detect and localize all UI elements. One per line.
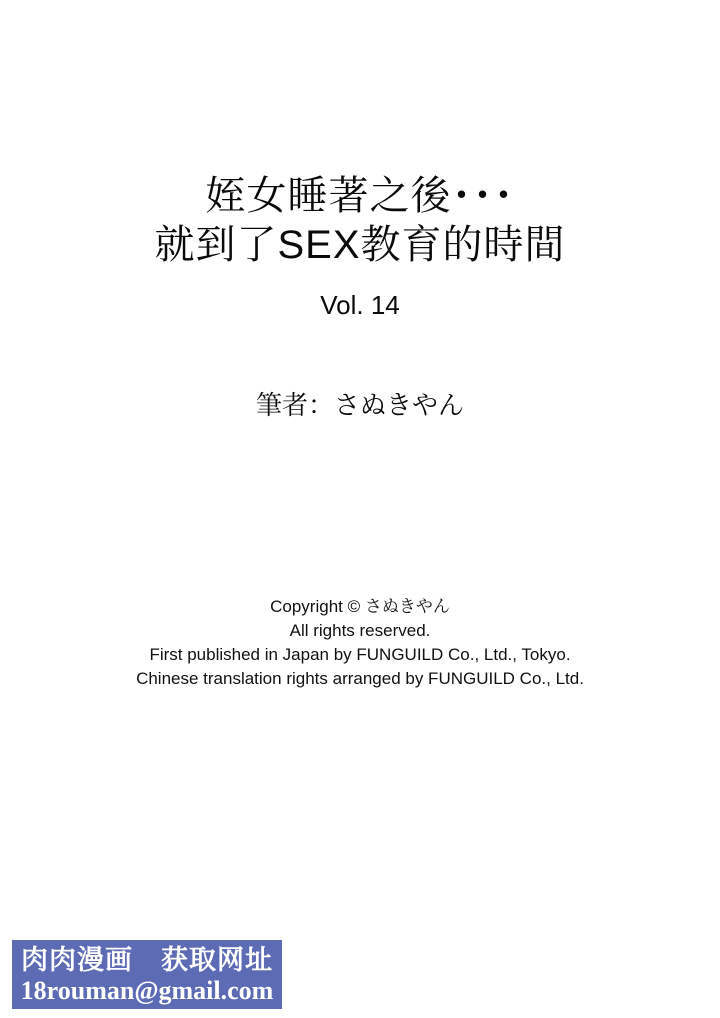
volume-label: Vol. 14 <box>320 290 400 320</box>
book-title-line-2: 就到了SEX教育的時間 <box>154 223 566 267</box>
book-title-line-1: 姪女睡著之後･･･ <box>205 174 515 218</box>
copyright-block <box>0 595 720 691</box>
copyright-line-rights: All rights reserved. <box>289 621 431 640</box>
copyright-line-publisher: First published in Japan by FUNGUILD Co., Ltd., Tokyo. <box>149 645 571 664</box>
watermark-badge <box>12 940 282 1009</box>
copyright-line-holder: Copyright © さぬきやん <box>270 597 450 616</box>
watermark-site-name: 肉肉漫画 获取网址 <box>21 944 273 975</box>
author-line: 筆者：さぬきやん <box>255 390 464 420</box>
copyright-line-translation: Chinese translation rights arranged by FUNGUILD Co., Ltd. <box>136 669 584 688</box>
book-title <box>0 172 720 270</box>
watermark-email: 18rouman@gmail.com <box>20 975 274 1005</box>
